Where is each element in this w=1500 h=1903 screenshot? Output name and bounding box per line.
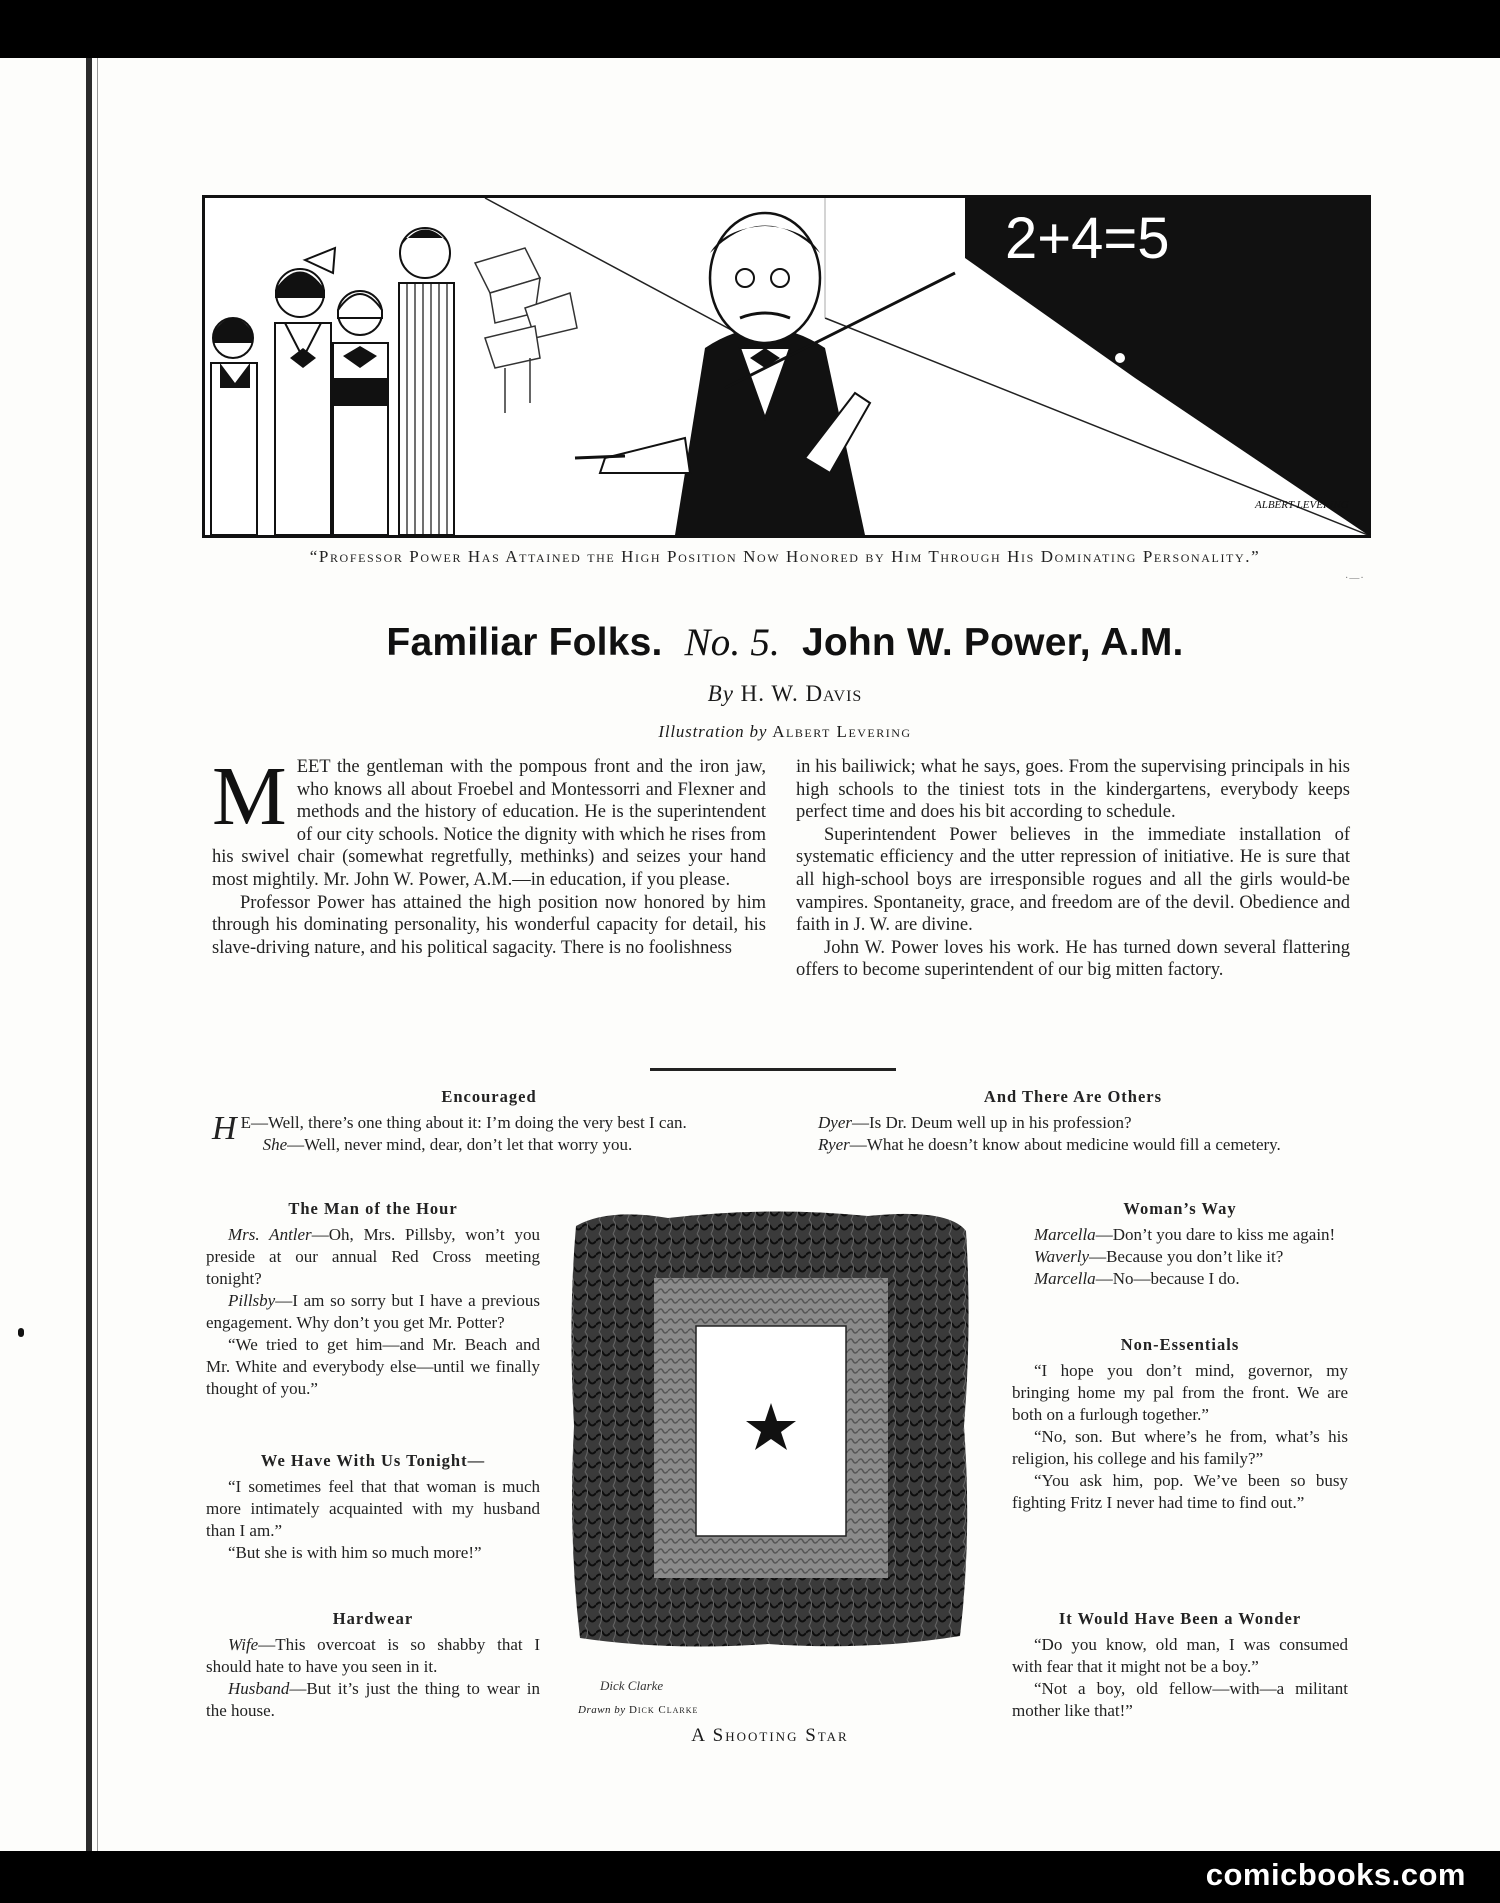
scan-mark: ·—· xyxy=(1345,573,1365,584)
joke-title: It Would Have Been a Wonder xyxy=(1058,1609,1302,1628)
joke-hardwear: Hardwear Wife—This overcoat is so shabby that I should hate to have you seen in it. Husband—But it’s just the thing to wear in the house. xyxy=(206,1609,540,1720)
title-name: John W. Power, A.M. xyxy=(802,621,1184,664)
blackboard-text: 2+4=5 xyxy=(1005,206,1170,271)
drop-cap: H xyxy=(212,1110,237,1147)
article-paragraph: Superintendent Power believes in the immediate installation of systematic efficiency and the utter repression of initiative. He is sure that all high-school boys are irresponsible rogues and all the girls would-be vampires. Spontaneity, grace, and freedom are of the devil. Obedience and faith in J. W. are divine. xyxy=(796,824,1350,936)
article-paragraph: John W. Power loves his work. He has turned down several flattering offers to become superintendent of our big mitten factory. xyxy=(796,937,1350,981)
illustration-credit xyxy=(200,722,1370,742)
site-watermark: comicbooks.com xyxy=(1205,1857,1466,1892)
article-paragraph: MEET the gentleman with the pompous front and the iron jaw, who knows all about Froebel and Montessorri and Flexner and methods and the history of education. He is the superintendent of our city schools. Notice the dignity with which he rises from his swivel chair (somewhat regretfully, methinks) and seizes your hand most mightily. Mr. John W. Power, A.M.—in education, if you please. xyxy=(212,750,766,890)
byline-author: H. W. Davis xyxy=(740,681,863,706)
title-prefix: Familiar Folks. xyxy=(386,621,663,664)
article-paragraph: in his bailiwick; what he says, goes. From the supervising principals in his high schools to the tiniest tots in the kindergartens, everybody keeps perfect time and does his bit according to schedule. xyxy=(796,757,1350,823)
byline-by: By xyxy=(707,681,734,706)
binding-rule xyxy=(86,58,92,1851)
joke-encouraged: Encouraged H E—Well, there’s one thing about it: I’m doing the very best I can. She—Well, never mind, dear, don’t let that worry you. xyxy=(212,1086,766,1156)
illustration-caption: “Professor Power Has Attained the High Position Now Honored by Him Through His Dominating Personality.” xyxy=(309,547,1261,566)
section-divider xyxy=(650,1068,896,1071)
service-flag-drawing xyxy=(568,1206,972,1651)
figure-caption: A Shooting Star xyxy=(691,1725,849,1746)
article-column-right xyxy=(796,756,1350,982)
byline xyxy=(200,681,1370,707)
joke-title: The Man of the Hour xyxy=(288,1199,458,1218)
header-illustration xyxy=(202,195,1371,538)
joke-title: And There Are Others xyxy=(983,1087,1163,1106)
blackboard xyxy=(965,198,1368,535)
article-title xyxy=(200,620,1370,665)
joke-title: Hardwear xyxy=(332,1609,414,1628)
illustration-signature: ALBERT LEVERING xyxy=(1255,499,1349,511)
illustration-credit-name: Albert Levering xyxy=(772,722,912,741)
illustration-credit-label: Illustration by xyxy=(658,722,768,741)
magazine-page xyxy=(0,58,1500,1851)
figure-signature: Dick Clarke xyxy=(600,1678,664,1693)
binding-rule-thin xyxy=(97,58,98,1851)
joke-womans-way: Woman’s Way Marcella—Don’t you dare to kiss me again! Waverly—Because you don’t like it? Marcella—No—because I do. xyxy=(1012,1198,1348,1290)
article-paragraph: Professor Power has attained the high position now honored by him through his dominating personality, his wonderful capacity for detail, his slave-driving nature, and his political sagacity. There is no foolishness xyxy=(212,892,766,958)
joke-non-essentials: Non-Essentials “I hope you don’t mind, governor, my bringing home my pal from the front. We are both on a furlough together.” “No, son. But where’s he from, what’s his religion, his college and his family?” “You ask him, pop. We’ve been so busy fighting Fritz I never had time to find out.” xyxy=(1012,1335,1348,1512)
joke-others: And There Are Others Dyer—Is Dr. Deum well up in his profession? Ryer—What he doesn’t know about medicine would fill a cemetery. xyxy=(796,1086,1350,1156)
joke-title: Non-Essentials xyxy=(1120,1335,1240,1354)
joke-title: Encouraged xyxy=(441,1087,537,1106)
joke-title: Woman’s Way xyxy=(1123,1199,1237,1218)
children xyxy=(211,228,454,535)
joke-man-of-the-hour: The Man of the Hour Mrs. Antler—Oh, Mrs. Pillsby, won’t you preside at our annual Red Cross meeting tonight? Pillsby—I am so sorry but I have a previous engagement. Why don’t you get Mr. Potter? “We tried to get him—and Mr. Beach and Mr. White and everybody else—until we finally thought of you.” xyxy=(206,1199,540,1398)
desks xyxy=(475,248,577,413)
classroom-cartoon xyxy=(205,198,1368,535)
joke-title: We Have With Us Tonight— xyxy=(260,1451,486,1470)
scan-speck xyxy=(18,1328,24,1337)
joke-wonder: It Would Have Been a Wonder “Do you know, old man, I was consumed with fear that it might not be a boy.” “Not a boy, old fellow—with—a militant mother like that!” xyxy=(1012,1609,1348,1720)
figure-credit: Drawn by Dick Clarke xyxy=(578,1704,699,1716)
title-number: No. 5. xyxy=(684,621,780,664)
drop-cap: M xyxy=(212,750,287,843)
joke-tonight: We Have With Us Tonight— “I sometimes feel that that woman is much more intimately acquainted with my husband than I am.” “But she is with him so much more!” xyxy=(206,1451,540,1562)
article-column-left xyxy=(212,750,766,959)
professor xyxy=(575,213,955,535)
